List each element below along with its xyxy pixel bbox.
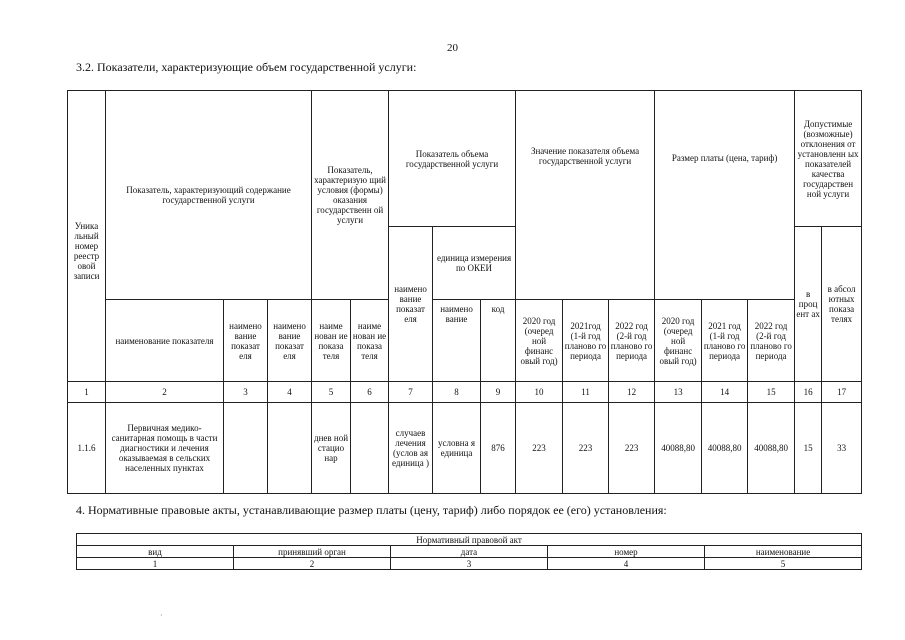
col-number-3: 3 (224, 382, 268, 403)
col-number-2: 2 (106, 382, 224, 403)
header-condition-indicator: Показатель, характеризую щий условия (формы) оказания государственн ой услуги (312, 91, 389, 300)
col-number-11: 11 (563, 382, 609, 403)
acts-col-number-1: 1 (77, 558, 234, 570)
cell-volume-2022: 223 (609, 403, 655, 494)
cell-volume-name: случаев лечения (услов ая единица ) (389, 403, 433, 494)
acts-header-authority: принявший орган (234, 546, 391, 558)
cell-col-3 (224, 403, 268, 494)
section-3-2-title: 3.2. Показатели, характеризующие объем государственной услуги: (76, 60, 417, 74)
header-volume-indicator: Показатель объема государственной услуги (389, 91, 516, 227)
header-name-indicator-3: наимено вание показат еля (224, 300, 268, 382)
header-fee-2021: 2021 год (1-й год планово го периода (702, 300, 748, 382)
cell-deviation-absolute: 33 (822, 403, 862, 494)
header-name-indicator-2: наименование показателя (106, 300, 224, 382)
cell-content-indicator: Первичная медико-санитарная помощь в части диагностики и лечения оказываемая в сельских населенных пунктах (106, 403, 224, 494)
cell-fee-2021: 40088,80 (702, 403, 748, 494)
col-number-17: 17 (822, 382, 862, 403)
header-unit-code: код (481, 300, 516, 382)
header-unit-name: наимено вание (433, 300, 481, 382)
header-volume-indicator-name: наимено вание показат еля (389, 227, 433, 382)
acts-table-title: Нормативный правовой акт (77, 534, 862, 546)
col-number-13: 13 (655, 382, 702, 403)
acts-col-number-5: 5 (705, 558, 862, 570)
col-number-4: 4 (268, 382, 312, 403)
volume-indicators-table (67, 90, 862, 494)
header-volume-2021: 2021год (1-й год планово го периода (563, 300, 609, 382)
col-number-14: 14 (702, 382, 748, 403)
stray-mark: · (160, 611, 163, 620)
acts-col-number-3: 3 (391, 558, 548, 570)
acts-col-number-2: 2 (234, 558, 391, 570)
header-fee-2020: 2020 год (очеред ной финанс овый год) (655, 300, 702, 382)
table-row (68, 403, 862, 494)
cell-unit-code: 876 (481, 403, 516, 494)
acts-header-date: дата (391, 546, 548, 558)
cell-unique-number: 1.1.6 (68, 403, 106, 494)
header-deviation-percent: в проц ент ах (795, 227, 822, 382)
cell-col-6 (351, 403, 389, 494)
col-number-12: 12 (609, 382, 655, 403)
section-4-title: 4. Нормативные правовые акты, устанавливающие размер платы (цену, тариф) либо порядок ее (его) установления: (76, 503, 667, 517)
header-deviation-absolute: в абсол ютных показа телях (822, 227, 862, 382)
acts-col-number-4: 4 (548, 558, 705, 570)
header-volume-2022: 2022 год (2-й год планово го периода (609, 300, 655, 382)
cell-col-4 (268, 403, 312, 494)
col-number-15: 15 (748, 382, 795, 403)
page-number: 20 (447, 42, 458, 54)
acts-header-type: вид (77, 546, 234, 558)
header-name-indicator-4: наимено вание показат еля (268, 300, 312, 382)
header-volume-value: Значение показателя объема государственной услуги (516, 91, 655, 300)
header-unit-okei: единица измерения по ОКЕИ (433, 227, 516, 300)
col-number-16: 16 (795, 382, 822, 403)
acts-header-name: наименование (705, 546, 862, 558)
legal-acts-table (76, 533, 862, 570)
header-volume-2020: 2020 год (очеред ной финанс овый год) (516, 300, 563, 382)
cell-fee-2022: 40088,80 (748, 403, 795, 494)
cell-fee-2020: 40088,80 (655, 403, 702, 494)
header-unique-number: Уника льный номер реестр овой записи (68, 91, 106, 382)
cell-unit-name: условна я единица (433, 403, 481, 494)
header-deviation: Допустимые (возможные) отклонения от установленн ых показателей качества государствен ной услуги (795, 91, 862, 227)
col-number-1: 1 (68, 382, 106, 403)
col-number-5: 5 (312, 382, 351, 403)
cell-volume-2021: 223 (563, 403, 609, 494)
header-fee-2022: 2022 год (2-й год планово го периода (748, 300, 795, 382)
acts-header-number: номер (548, 546, 705, 558)
header-fee: Размер платы (цена, тариф) (655, 91, 795, 300)
col-number-8: 8 (433, 382, 481, 403)
col-number-9: 9 (481, 382, 516, 403)
cell-condition: днев ной стацио нар (312, 403, 351, 494)
header-name-indicator-6: наиме нован ие показа теля (351, 300, 389, 382)
col-number-10: 10 (516, 382, 563, 403)
cell-deviation-percent: 15 (795, 403, 822, 494)
cell-volume-2020: 223 (516, 403, 563, 494)
header-name-indicator-5: наиме нован ие показа теля (312, 300, 351, 382)
col-number-6: 6 (351, 382, 389, 403)
col-number-7: 7 (389, 382, 433, 403)
header-content-indicator: Показатель, характеризующий содержание государственной услуги (106, 91, 312, 300)
